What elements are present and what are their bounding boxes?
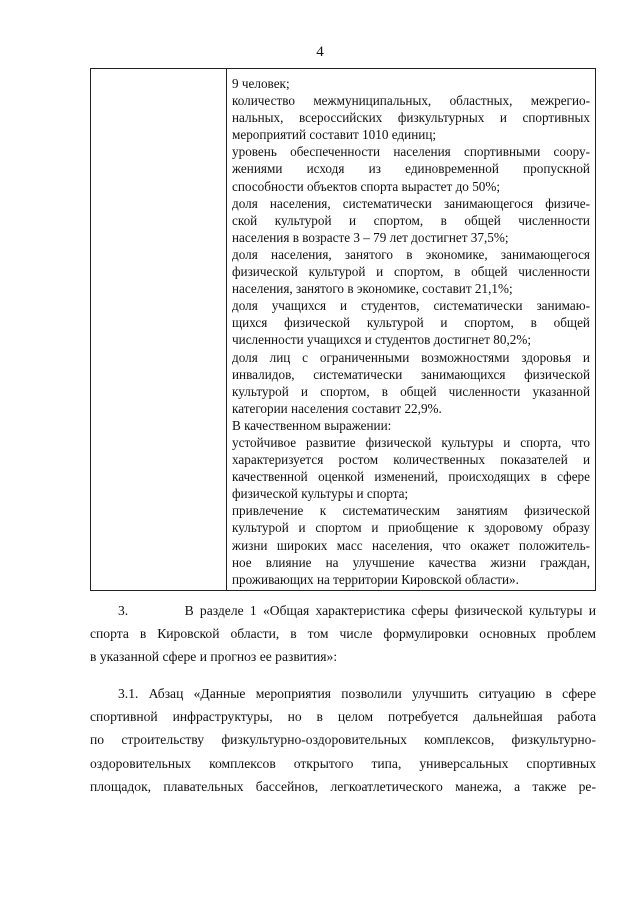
paragraph-line: площадок, плавательных бассейнов, легкоатлетического манежа, а также ре- — [90, 778, 596, 794]
cell-line: мероприятий составит 1010 единиц; — [232, 127, 437, 143]
cell-line: численности учащихся и студентов достигнет 80,2%; — [232, 332, 532, 348]
cell-line: качественной оценкой изменений, происходящих в сфере — [232, 469, 590, 485]
paragraph-3 — [90, 599, 596, 669]
cell-line: населения, занятого в экономике, составит 21,1%; — [232, 281, 513, 297]
paragraph-line: в указанной сфере и прогноз ее развития»: — [90, 649, 338, 665]
cell-line: доля учащихся и студентов, систематически занимаю- — [232, 298, 590, 314]
cell-line: населения в возрасте 3 – 79 лет достигнет 37,5%; — [232, 229, 509, 245]
cell-line: проживающих на территории Кировской области». — [232, 571, 519, 587]
paragraph-line: 3. В разделе 1 «Общая характеристика сферы физической культуры и — [118, 603, 596, 618]
cell-line: жизни широких масс населения, что окажет положитель- — [232, 537, 590, 553]
cell-line: характеризуется ростом количественных показателей и — [232, 452, 590, 468]
continuation-table — [90, 68, 596, 591]
cell-line: 9 человек; — [232, 76, 290, 91]
cell-line: доля населения, занятого в экономике, занимающегося — [232, 246, 590, 262]
cell-line: щихся физической культурой и спортом, в общей — [232, 315, 590, 331]
paragraph-line: по строительству физкультурно-оздоровительных комплексов, физкультурно- — [90, 732, 596, 748]
cell-line: доля населения, систематически занимающегося физиче- — [232, 195, 590, 211]
cell-line: привлечение к систематическим занятиям физической — [232, 503, 590, 519]
cell-line: доля лиц с ограниченными возможностями здоровья и — [232, 349, 590, 365]
paragraph-3-1 — [90, 682, 596, 798]
cell-line: физической культурой и спортом, в общей численности — [232, 264, 590, 280]
cell-line: культурой и спортом и приобщение к здоровому образу — [232, 520, 590, 536]
table-cell-text — [232, 75, 590, 588]
paragraph-line: спортивной инфраструктуры, но в целом потребуется дальнейшая работа — [90, 709, 596, 725]
cell-line: нальных, всероссийских физкультурных и спортивных — [232, 110, 590, 126]
paragraph-line: оздоровительных комплексов открытого типа, универсальных спортивных — [90, 755, 596, 771]
cell-line: количество межмуниципальных, областных, межрегио- — [232, 93, 590, 109]
cell-line: уровень обеспеченности населения спортивными соору- — [232, 144, 590, 160]
cell-line: категории населения составит 22,9%. — [232, 400, 442, 416]
cell-line: культурой и спортом, в общей численности указанной — [232, 383, 590, 399]
cell-line: инвалидов, систематически занимающихся физической — [232, 366, 590, 382]
paragraph-line: спорта в Кировской области, в том числе формулировки основных проблем — [90, 626, 596, 642]
cell-line: устойчивое развитие физической культуры и спорта, что — [232, 434, 590, 450]
page-number: 4 — [316, 44, 324, 60]
table-column-divider — [226, 69, 227, 590]
cell-line: ное влияние на улучшение качества жизни граждан, — [232, 554, 590, 570]
cell-line: способности объектов спорта вырастет до 50%; — [232, 178, 501, 194]
cell-line: жениями исходя из единовременной пропускной — [232, 161, 590, 177]
paragraph-line: 3.1. Абзац «Данные мероприятия позволили улучшить ситуацию в сфере — [118, 686, 596, 701]
cell-line: В качественном выражении: — [232, 417, 392, 433]
cell-line: физической культуры и спорта; — [232, 486, 409, 502]
cell-line: ской культурой и спортом, в общей численности — [232, 212, 590, 228]
